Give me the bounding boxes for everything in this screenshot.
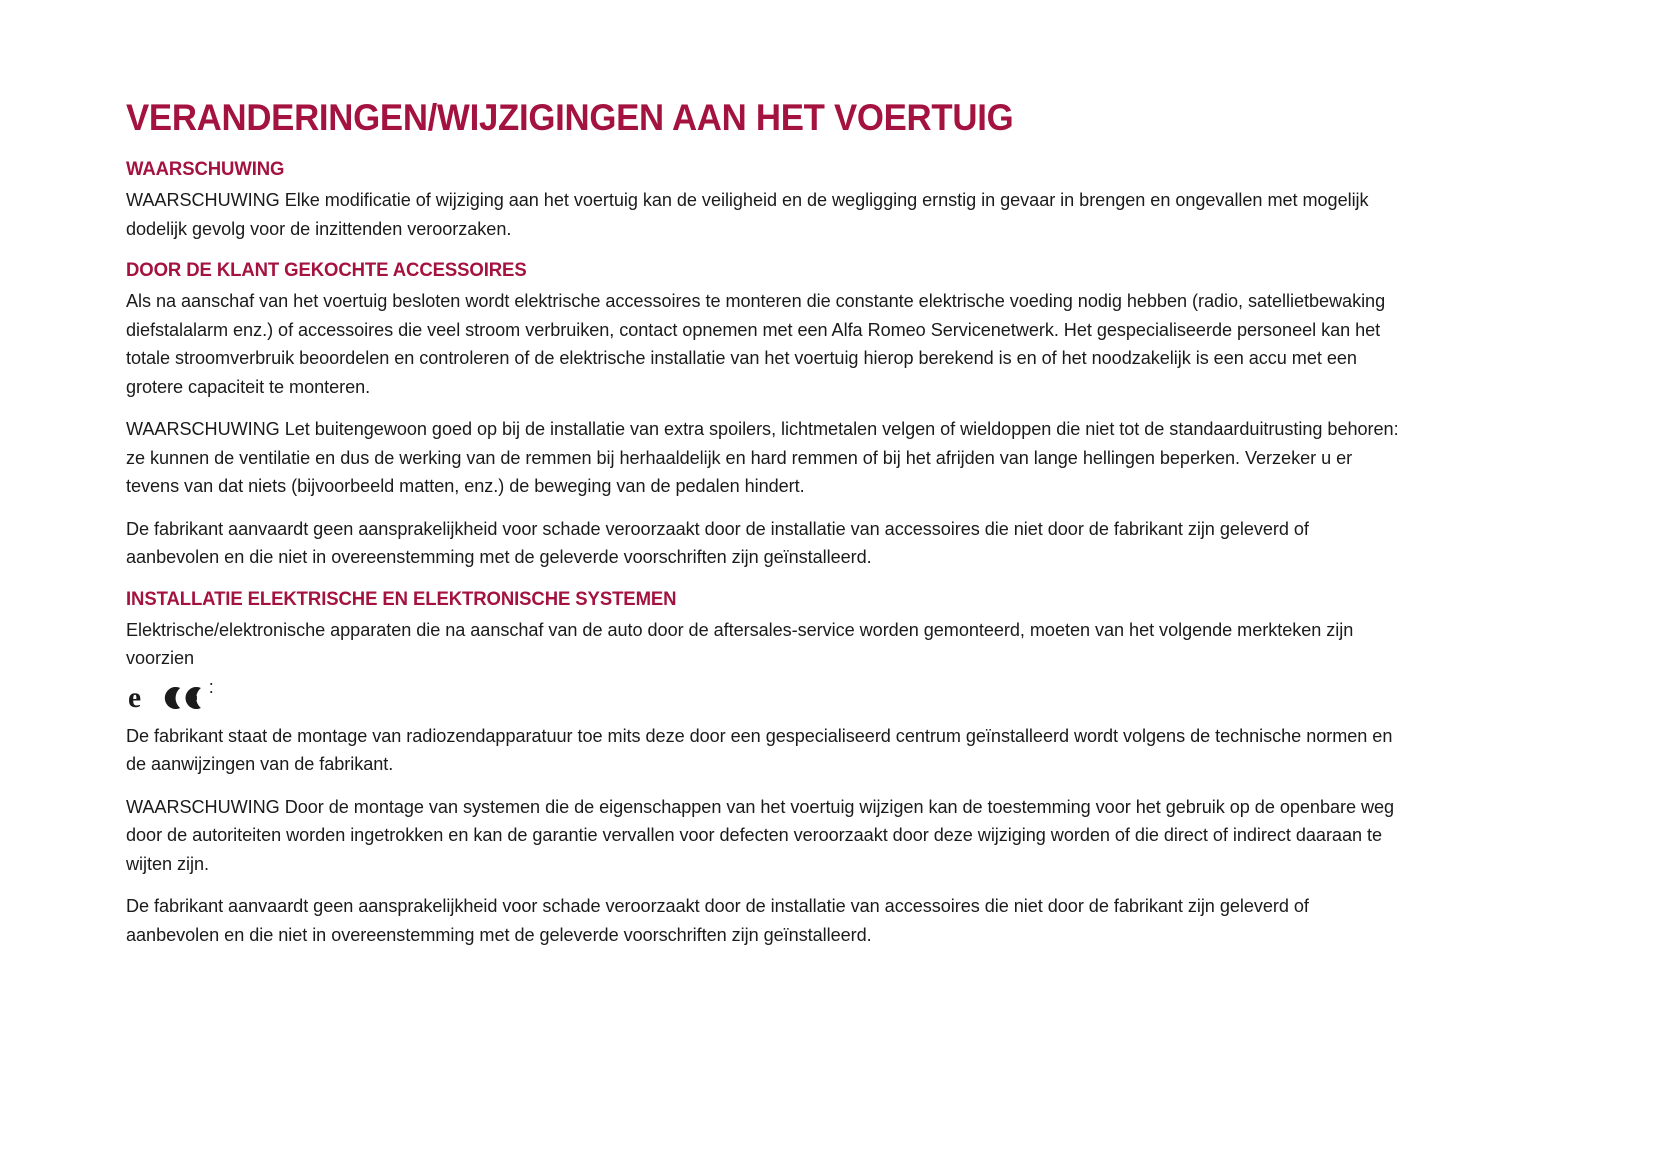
e-mark-icon: [128, 684, 163, 712]
paragraph: De fabrikant aanvaardt geen aansprakelijkheid voor schade veroorzaakt door de installatie van accessoires die niet door de fabrikant zijn geleverd of aanbevolen en die niet in overeenstemming met de geleverde voorschriften zijn geïnstalleerd.: [126, 517, 1309, 567]
section-heading-installatie: INSTALLATIE ELEKTRISCHE EN ELEKTRONISCHE SYSTEMEN: [126, 587, 677, 610]
page-title: VERANDERINGEN/WIJZIGINGEN AAN HET VOERTUIG: [126, 97, 1014, 138]
section-heading-waarschuwing: WAARSCHUWING: [126, 158, 285, 180]
marks-paragraph-text: Elektrische/elektronische apparaten die na aanschaf van de auto door de aftersales-service worden gemonteerd, moeten van het volgende merkteken zijn voorzien: [126, 618, 1354, 668]
paragraph: Als na aanschaf van het voertuig besloten wordt elektrische accessoires te monteren die constante elektrische voeding nodig hebben (radio, satellietbewaking diefstalalarm enz.) of accessoires die veel stroom verbruiken, contact opnemen met een Alfa Romeo Servicenetwerk. Het gespecialiseerde personeel kan het totale stroomverbruik beoordelen en controleren of de elektrische installatie van het voertuig hierop berekend is en of het noodzakelijk is een accu met een grotere capaciteit te monteren.: [126, 290, 1386, 397]
document-content: [126, 96, 1418, 949]
ce-mark-icon: [163, 684, 206, 712]
approval-marks: [128, 684, 207, 712]
paragraph: WAARSCHUWING Let buitengewoon goed op bij de installatie van extra spoilers, lichtmetalen velgen of wieldoppen die niet tot de standaarduitrusting behoren: ze kunnen de ventilatie en dus de werking van de remmen bij herhaaldelijk en hard remmen of bij het afrijden van lange hellingen beperken. Verzeker u er tevens van dat niets (bijvoorbeeld matten, enz.) de beweging van de pedalen hindert.: [126, 418, 1399, 496]
svg-text:e: e: [127, 683, 142, 712]
paragraph: De fabrikant aanvaardt geen aansprakelijkheid voor schade veroorzaakt door de installatie van accessoires die niet door de fabrikant zijn geleverd of aanbevolen en die niet in overeenstemming met de geleverde voorschriften zijn geïnstalleerd.: [126, 895, 1309, 945]
paragraph: WAARSCHUWING Elke modificatie of wijziging aan het voertuig kan de veiligheid en de wegligging ernstig in gevaar in brengen en ongevallen met mogelijk dodelijk gevolg voor de inzittenden veroorzaken.: [126, 189, 1369, 239]
paragraph: WAARSCHUWING Door de montage van systemen die de eigenschappen van het voertuig wijzigen kan de toestemming voor het gebruik op de openbare weg door de autoriteiten worden ingetrokken en kan de garantie vervallen voor defecten veroorzaakt door deze wijziging worden of die direct of indirect daaraan te wijten zijn.: [126, 795, 1395, 874]
marks-colon: :: [208, 675, 214, 697]
paragraph-with-marks: [126, 616, 1399, 712]
paragraph: De fabrikant staat de montage van radiozendapparatuur toe mits deze door een gespecialiseerd centrum geïnstalleerd wordt volgens de technische normen en de aanwijzingen van de fabrikant.: [126, 724, 1393, 774]
section-heading-accessoires: DOOR DE KLANT GEKOCHTE ACCESSOIRES: [126, 259, 527, 281]
